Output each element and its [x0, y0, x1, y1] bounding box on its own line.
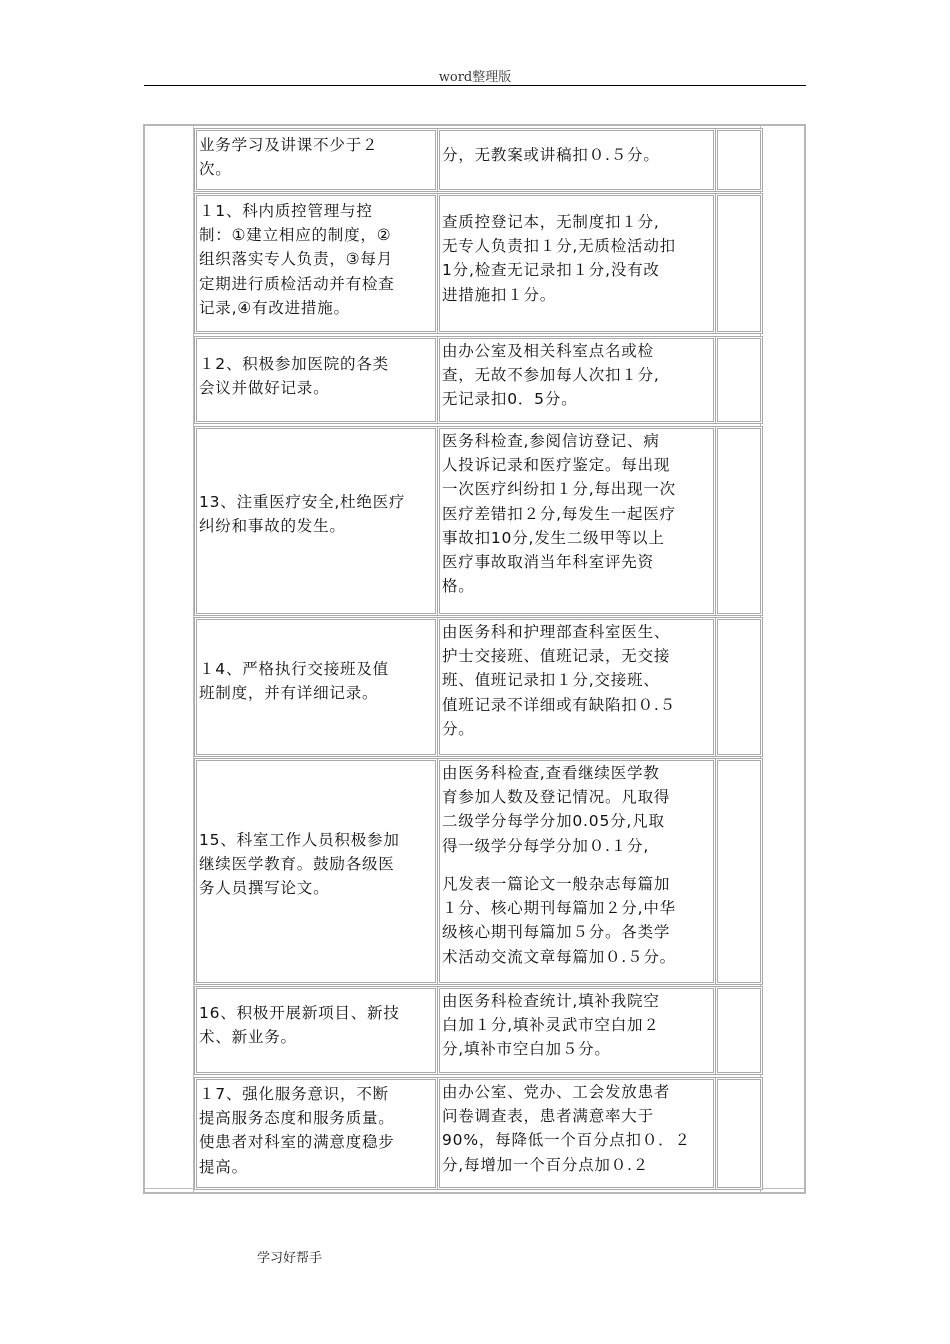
table-row-cell-score — [715, 617, 763, 757]
table-row-cell-method — [437, 617, 716, 757]
method-text: 由办公室及相关科室点名或检 查，无故不参加每人次扣１分, 无记录扣0．5分。 — [442, 342, 660, 409]
table-row-cell-item — [194, 336, 438, 424]
table-row-cell-method — [437, 426, 716, 616]
page-header: word整理版 — [438, 70, 512, 85]
item-text: １4、严格执行交接班及值 班制度，并有详细记录。 — [199, 660, 389, 703]
method-text: 分，无教案或讲稿扣０.５分。 — [442, 146, 660, 164]
method-extra-text: 凡发表一篇论文一般杂志每篇加 １分、核心期刊每篇加２分,中华 级核心期刊每篇加５分。各类学 术活动交流文章每篇加０.５分。 — [442, 875, 676, 966]
method-text: 由医务科检查统计,填补我院空 白加１分,填补灵武市空白加２ 分,填补市空白加５分。 — [442, 992, 660, 1059]
method-text: 医务科检查,参阅信访登记、病 人投诉记录和医疗鉴定。每出现 一次医疗纠纷扣１分,每出现一次 医疗差错扣２分,每发生一起医疗 事故扣10分,发生二级甲等以上 医疗事故取消当年科室评先资 格。 — [442, 432, 676, 596]
table-row-cell-method — [437, 193, 716, 334]
table-row-cell-method — [437, 986, 716, 1075]
page-footer: 学习好帮手 — [257, 1251, 323, 1266]
table-row-cell-item — [194, 986, 438, 1075]
method-text: 查质控登记本，无制度扣１分, 无专人负责扣１分,无质检活动扣 1分,检查无记录扣１分,没有改 进措施扣１分。 — [442, 213, 676, 304]
table-row-cell-score — [715, 426, 763, 616]
table-row-cell-score — [715, 986, 763, 1075]
item-text: １2、积极参加医院的各类 会议并做好记录。 — [199, 355, 389, 398]
item-text: 16、积极开展新项目、新技 术、新业务。 — [199, 1004, 400, 1047]
table-row-cell-score — [715, 758, 763, 985]
table-row-cell-score — [715, 1077, 763, 1190]
item-text: １1、科内质控管理与控 制：①建立相应的制度，② 组织落实专人负责，③每月 定期进行质检活动并有检查 记录,④有改进措施。 — [199, 202, 395, 317]
method-text: 由医务科检查,查看继续医学教 育参加人数及登记情况。凡取得 二级学分每学分加0.05分,凡取 得一级学分每学分加０.１分, — [442, 764, 671, 855]
table-row-cell-method — [437, 758, 716, 985]
table-row-cell-item — [194, 193, 438, 334]
table-row-cell-method — [437, 336, 716, 424]
table-row-cell-score — [715, 193, 763, 334]
table-row-cell-item — [194, 758, 438, 985]
table-row-cell-method — [437, 128, 716, 192]
method-text: 由办公室、党办、工会发放患者 问卷调查表，患者满意率大于 90%，每降低一个百分点扣０．２ 分,每增加一个百分点加０.２ — [442, 1083, 691, 1174]
table-row-cell-item — [194, 1077, 438, 1190]
method-text: 由医务科和护理部查科室医生、 护士交接班、值班记录，无交接 班、值班记录扣１分,交接班、 值班记录不详细或有缺陷扣０.５ 分。 — [442, 623, 676, 738]
header-divider — [144, 85, 806, 86]
item-text: 15、科室工作人员积极参加 继续医学教育。鼓励各级医 务人员撰写论文。 — [199, 831, 400, 898]
table-row-cell-method — [437, 1077, 716, 1190]
item-text: 业务学习及讲课不少于２ 次。 — [199, 136, 379, 179]
item-text: 13、注重医疗安全,杜绝医疗 纠纷和事故的发生。 — [199, 493, 406, 536]
item-text: １7、强化服务意识，不断 提高服务态度和服务质量。 使患者对科室的满意度稳步 提高。 — [199, 1085, 395, 1176]
table-row-cell-item — [194, 617, 438, 757]
table-row-cell-item — [194, 426, 438, 616]
table-row-cell-score — [715, 336, 763, 424]
table-row-cell-item — [194, 128, 438, 192]
table-row-cell-score — [715, 128, 763, 192]
